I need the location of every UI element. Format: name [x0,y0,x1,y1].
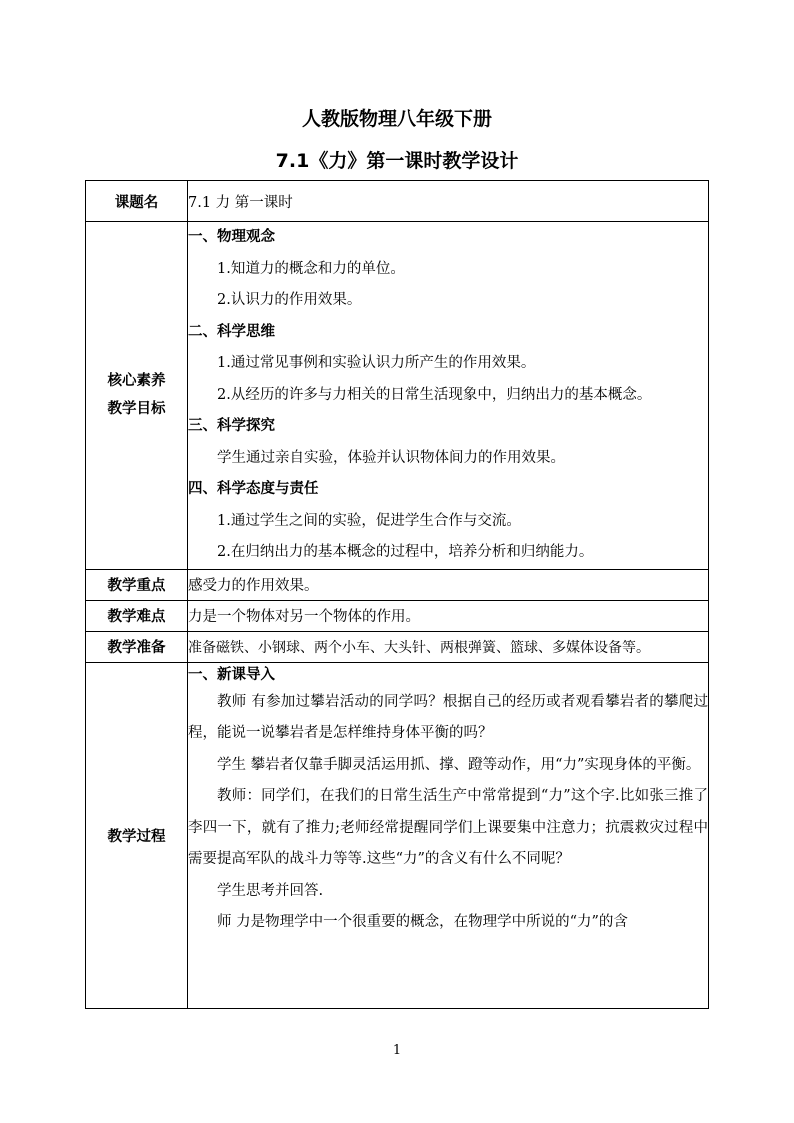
list-item: 1.知道力的概念和力的单位。 [217,260,405,277]
key-point-row [86,569,709,600]
difficulty-value: 力是一个物体对另一个物体的作用。 [188,600,709,631]
topic-label: 课题名 [86,181,188,222]
difficulty-row [86,600,709,631]
objectives-label-line2: 教学目标 [107,401,166,418]
section-heading: 二、科学思维 [188,323,275,340]
list-item: 2.在归纳出力的基本概念的过程中，培养分析和归纳能力。 [217,544,594,560]
document-title: 人教版物理八年级下册 [301,108,492,130]
difficulty-label: 教学难点 [86,600,188,631]
paragraph: 教师 有参加过攀岩活动的同学吗？根据自己的经历或者观看攀岩者的攀爬过程，能说一说攀岩者是怎样维持身体平衡的吗？ [188,693,708,741]
lesson-plan-table [85,180,709,1009]
preparation-label: 教学准备 [86,631,188,662]
paragraph: 教师：同学们，在我们的日常生活生产中常常提到“力”这个字.比如张三推了李四一下，就有了推力;老师经常提醒同学们上课要集中注意力；抗震救灾过程中需要提高军队的战斗力等等.这些“力”的含义有什么不同呢？ [188,788,708,867]
preparation-value: 准备磁铁、小钢球、两个小车、大头针、两根弹簧、篮球、多媒体设备等。 [188,631,709,662]
list-item: 学生通过亲自实验，体验并认识物体间力的作用效果。 [217,449,565,466]
objectives-label-line1: 核心素养 [107,373,166,390]
key-point-value: 感受力的作用效果。 [188,569,709,600]
section-heading: 一、物理观念 [188,229,275,245]
list-item: 1.通过常见事例和实验认识力所产生的作用效果。 [217,355,536,371]
document-subtitle: 7.1《力》第一课时教学设计 [275,150,519,172]
process-content [188,662,709,1008]
preparation-row [86,631,709,662]
section-heading: 四、科学态度与责任 [188,481,319,497]
objectives-row [86,222,709,570]
topic-row [86,181,709,222]
list-item: 1.通过学生之间的实验，促进学生合作与交流。 [217,512,521,529]
page-number: 1 [392,1043,402,1058]
list-item: 2.认识力的作用效果。 [217,292,362,308]
topic-value: 7.1 力 第一课时 [188,181,709,222]
paragraph: 师 力是物理学中一个很重要的概念，在物理学中所说的“力”的含 [217,914,628,930]
process-row [86,662,709,1008]
process-label: 教学过程 [86,662,188,1008]
objectives-label [86,222,188,570]
section-heading: 三、科学探究 [188,418,275,434]
objectives-content [188,222,709,570]
paragraph: 学生思考并回答. [217,882,324,899]
list-item: 2.从经历的许多与力相关的日常生活现象中，归纳出力的基本概念。 [217,386,652,403]
key-point-label: 教学重点 [86,569,188,600]
paragraph: 学生 攀岩者仅靠手脚灵活运用抓、撑、蹬等动作，用“力”实现身体的平衡。 [217,756,701,773]
section-heading: 一、新课导入 [188,666,275,683]
